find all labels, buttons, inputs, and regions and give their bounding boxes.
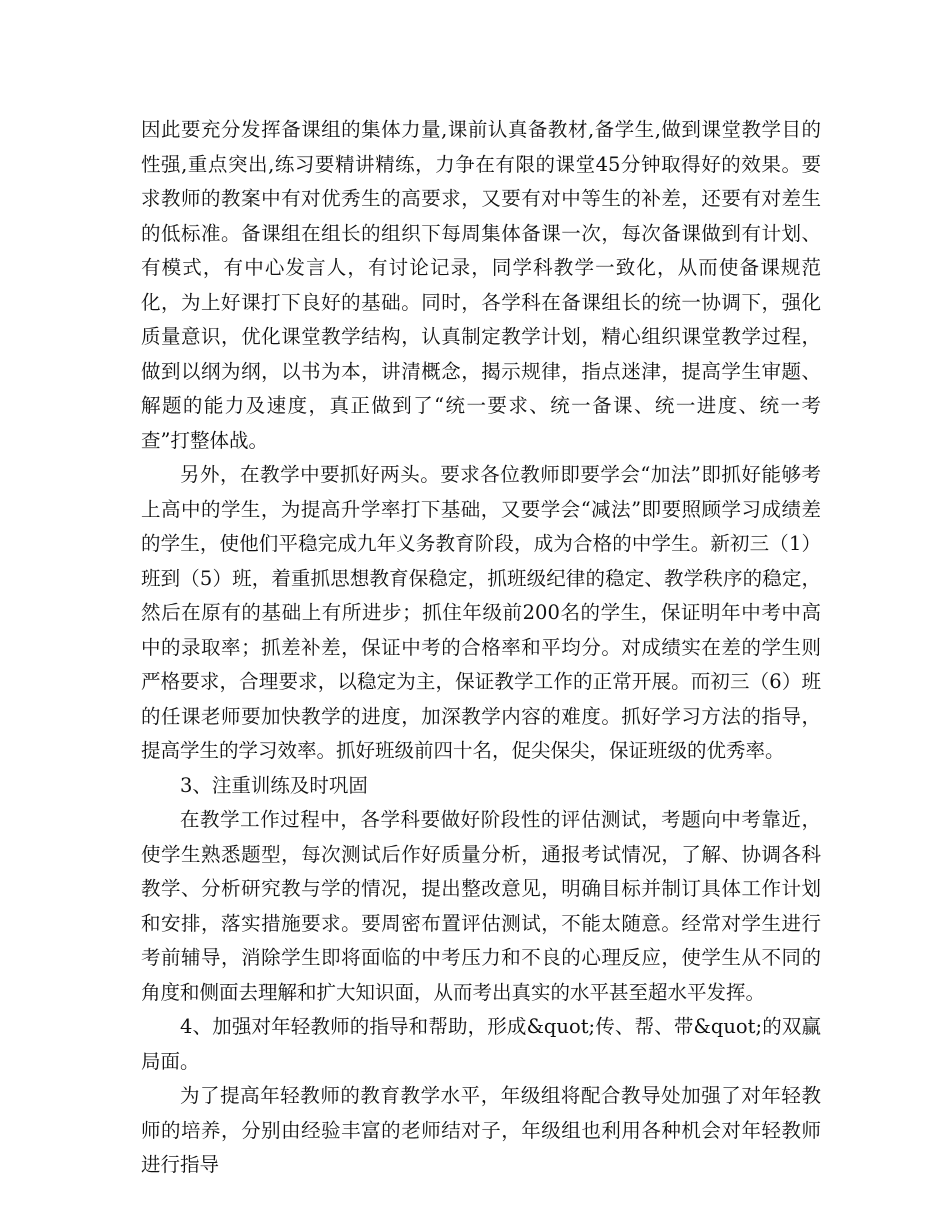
paragraph-both-ends: 另外，在教学中要抓好两头。要求各位教师即要学会“加法”即抓好能够考上高中的学生，为提高升学率打下基础，又要学会“减法”即要照顾学习成绩差的学生，使他们平稳完成九年义务教育阶段，成为合格的中学生。新初三（1）班到（5）班，着重抓思想教育保稳定，抓班级纪律的稳定、教学秩序的稳定，然后在原有的基础上有所进步；抓住年级前200名的学生，保证明年中考中高中的录取率；抓差补差，保证中考的合格率和平均分。对成绩实在差的学生则严格要求，合理要求，以稳定为主，保证教学工作的正常开展。而初三（6）班的任课老师要加快教学的进度，加深教学内容的难度。抓好学习方法的指导，提高学生的学习效率。抓好班级前四十名，促尖保尖，保证班级的优秀率。 (141, 463, 821, 762)
section-heading-young-teachers: 4、加强对年轻教师的指导和帮助，形成&quot;传、帮、带&quot;的双赢局面。 (141, 1015, 821, 1073)
document-body (141, 113, 821, 1183)
paragraph-young-teachers: 为了提高年轻教师的教育教学水平，年级组将配合教导处加强了对年轻教师的培养，分别由经验丰富的老师结对子，年级组也利用各种机会对年轻教师进行指导 (141, 1084, 821, 1176)
paragraph-prep-group: 因此要充分发挥备课组的集体力量,课前认真备教材,备学生,做到课堂教学目的性强,重点突出,练习要精讲精练，力争在有限的课堂45分钟取得好的效果。要求教师的教案中有对优秀生的高要求，又要有对中等生的补差，还要有对差生的低标准。备课组在组长的组织下每周集体备课一次，每次备课做到有计划、有模式，有中心发言人，有讨论记录，同学科教学一致化，从而使备课规范化，为上好课打下良好的基础。同时，各学科在备课组长的统一协调下，强化质量意识，优化课堂教学结构，认真制定教学计划，精心组织课堂教学过程，做到以纲为纲，以书为本，讲清概念，揭示规律，指点迷津，提高学生审题、解题的能力及速度，真正做到了“统一要求、统一备课、统一进度、统一考查”打整体战。 (141, 118, 821, 452)
paragraph-training: 在教学工作过程中，各学科要做好阶段性的评估测试，考题向中考靠近，使学生熟悉题型，每次测试后作好质量分析，通报考试情况，了解、协调各科教学、分析研究教与学的情况，提出整改意见，明确目标并制订具体工作计划和安排，落实措施要求。要周密布置评估测试，不能太随意。经常对学生进行考前辅导，消除学生即将面临的中考压力和不良的心理反应，使学生从不同的角度和侧面去理解和扩大知识面，从而考出真实的水平甚至超水平发挥。 (141, 808, 821, 1004)
section-heading-training: 3、注重训练及时巩固 (180, 773, 368, 797)
